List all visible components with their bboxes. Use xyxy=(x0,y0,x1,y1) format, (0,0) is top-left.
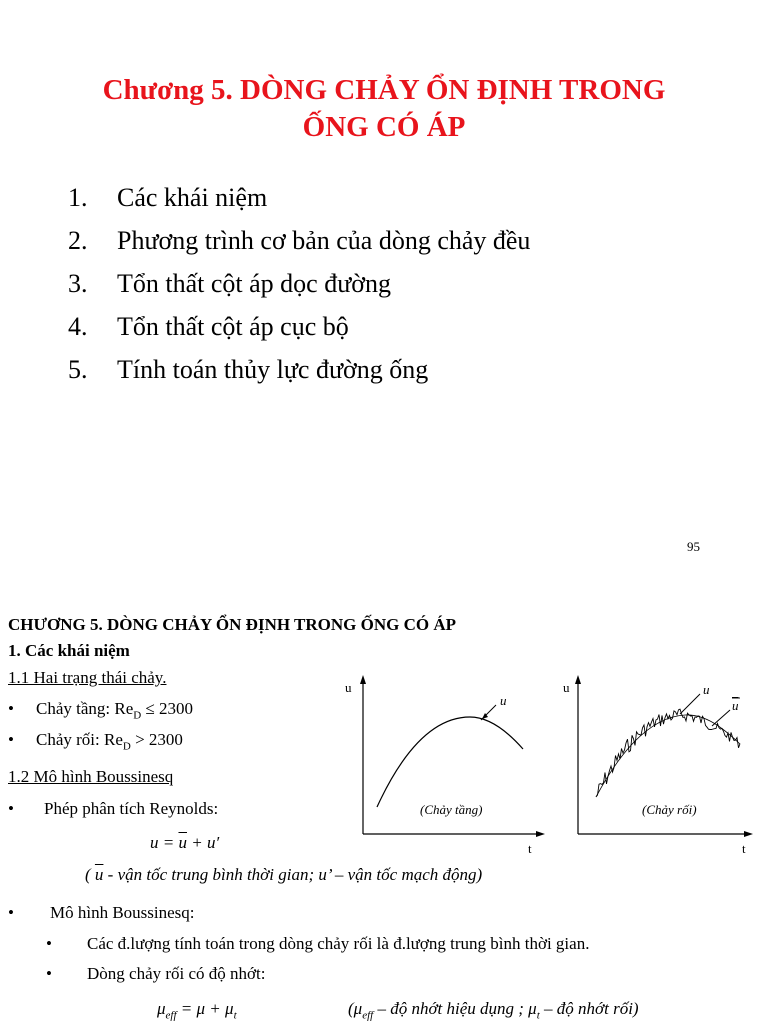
mean-curve-label: u xyxy=(732,698,739,713)
subsection-boussinesq: 1.2 Mô hình Boussinesq xyxy=(8,767,174,786)
laminar-label: Chảy tầng: Re xyxy=(36,699,134,718)
y-axis-label: u xyxy=(563,680,570,695)
eq-ubar: $\overline{u}$ xyxy=(178,833,187,852)
outline-item-1 xyxy=(68,183,267,213)
turbulent-velocity-graph xyxy=(560,672,765,862)
mu-note-open: (μ xyxy=(348,999,363,1018)
boussinesq-text: Mô hình Boussinesq: xyxy=(50,903,195,922)
laminar-value: ≤ 2300 xyxy=(141,699,194,718)
outline-item-number: 2. xyxy=(68,226,88,255)
chapter-title-line-1: Chương 5. DÒNG CHẢY ỔN ĐỊNH TRONG xyxy=(102,74,666,106)
note-open: ( xyxy=(85,865,95,884)
curve-label: u xyxy=(703,682,710,697)
mu-note-subscript: eff xyxy=(362,1009,374,1022)
boussinesq-item-2-text: Dòng chảy rối có độ nhớt: xyxy=(87,964,266,983)
graph-caption: (Chảy tầng) xyxy=(420,802,483,817)
y-axis-arrow xyxy=(360,675,366,684)
bullet-icon: • xyxy=(8,699,14,718)
mu-sum: = μ + μ xyxy=(176,999,234,1018)
viscosity-note xyxy=(348,999,639,1025)
note-text: - vận tốc trung bình thời gian; u’ – vận tốc mạch động) xyxy=(103,865,483,884)
outline-item-number: 1. xyxy=(68,183,88,212)
note-ubar: $\overline{u}$ xyxy=(94,865,104,884)
outline-item-text: Tính toán thủy lực đường ống xyxy=(117,355,429,384)
boussinesq-item-1 xyxy=(46,934,589,954)
outline-item-5 xyxy=(68,355,428,385)
bullet-icon: • xyxy=(8,903,14,922)
x-axis-arrow xyxy=(744,831,753,837)
mu-eff-subscript: eff xyxy=(165,1009,177,1022)
outline-item-text: Tổn thất cột áp dọc đường xyxy=(117,269,392,298)
turbulent-condition xyxy=(8,730,183,756)
x-axis-label: t xyxy=(742,841,746,856)
curve-pointer xyxy=(680,694,700,714)
reynolds-bullet xyxy=(8,799,218,819)
reynolds-text: Phép phân tích Reynolds: xyxy=(44,799,219,818)
outline-item-number: 4. xyxy=(68,312,88,341)
mu-note-end: – độ nhớt rối) xyxy=(539,999,639,1018)
mu-t-subscript: t xyxy=(233,1009,237,1022)
y-axis-arrow xyxy=(575,675,581,684)
outline-item-4 xyxy=(68,312,349,342)
chapter-title xyxy=(0,72,768,146)
laminar-condition xyxy=(8,699,193,725)
section-heading: 1. Các khái niệm xyxy=(8,641,130,660)
viscosity-equation xyxy=(157,999,237,1025)
laminar-velocity-graph xyxy=(340,672,555,862)
turbulent-value: > 2300 xyxy=(130,730,183,749)
outline-item-2 xyxy=(68,226,530,256)
curve-label: u xyxy=(500,693,507,708)
outline-item-text: Tổn thất cột áp cục bộ xyxy=(117,312,349,341)
eq-rhs: + u′ xyxy=(186,833,220,852)
boussinesq-item-2 xyxy=(46,964,265,984)
mu-note-subscript-2: t xyxy=(536,1009,540,1022)
bullet-icon: • xyxy=(46,964,52,983)
boussinesq-bullet xyxy=(8,903,195,923)
outline-item-number: 5. xyxy=(68,355,88,384)
slide-header: CHƯƠNG 5. DÒNG CHẢY ỔN ĐỊNH TRONG ỐNG CÓ ÁP xyxy=(8,615,456,634)
outline-item-text: Các khái niệm xyxy=(117,183,268,212)
laminar-subscript: D xyxy=(133,709,142,722)
eq-lhs: u = xyxy=(150,833,179,852)
bullet-icon: • xyxy=(46,934,52,953)
turbulent-fluctuation-curve xyxy=(596,709,740,797)
boussinesq-item-1-text: Các đ.lượng tính toán trong dòng chảy rối là đ.lượng trung bình thời gian. xyxy=(87,934,590,953)
bullet-icon: • xyxy=(8,799,14,818)
x-axis-arrow xyxy=(536,831,545,837)
reynolds-equation xyxy=(150,833,219,853)
x-axis-label: t xyxy=(528,841,532,856)
outline-item-3 xyxy=(68,269,391,299)
outline-item-text: Phương trình cơ bản của dòng chảy đều xyxy=(117,226,531,255)
velocity-note xyxy=(85,865,482,885)
chapter-title-line-2: ỐNG CÓ ÁP xyxy=(302,111,466,143)
laminar-curve xyxy=(377,717,523,807)
outline-item-number: 3. xyxy=(68,269,88,298)
graph-caption: (Chảy rối) xyxy=(642,802,697,817)
subsection-flow-regimes: 1.1 Hai trạng thái chảy. xyxy=(8,668,167,687)
mu-eff: μ xyxy=(157,999,166,1018)
turbulent-subscript: D xyxy=(122,740,131,753)
page-number: 95 xyxy=(687,539,700,554)
turbulent-label: Chảy rối: Re xyxy=(36,730,123,749)
mean-pointer xyxy=(712,710,730,726)
y-axis-label: u xyxy=(345,680,352,695)
bullet-icon: • xyxy=(8,730,14,749)
mu-note-mid: – độ nhớt hiệu dụng ; μ xyxy=(373,999,537,1018)
